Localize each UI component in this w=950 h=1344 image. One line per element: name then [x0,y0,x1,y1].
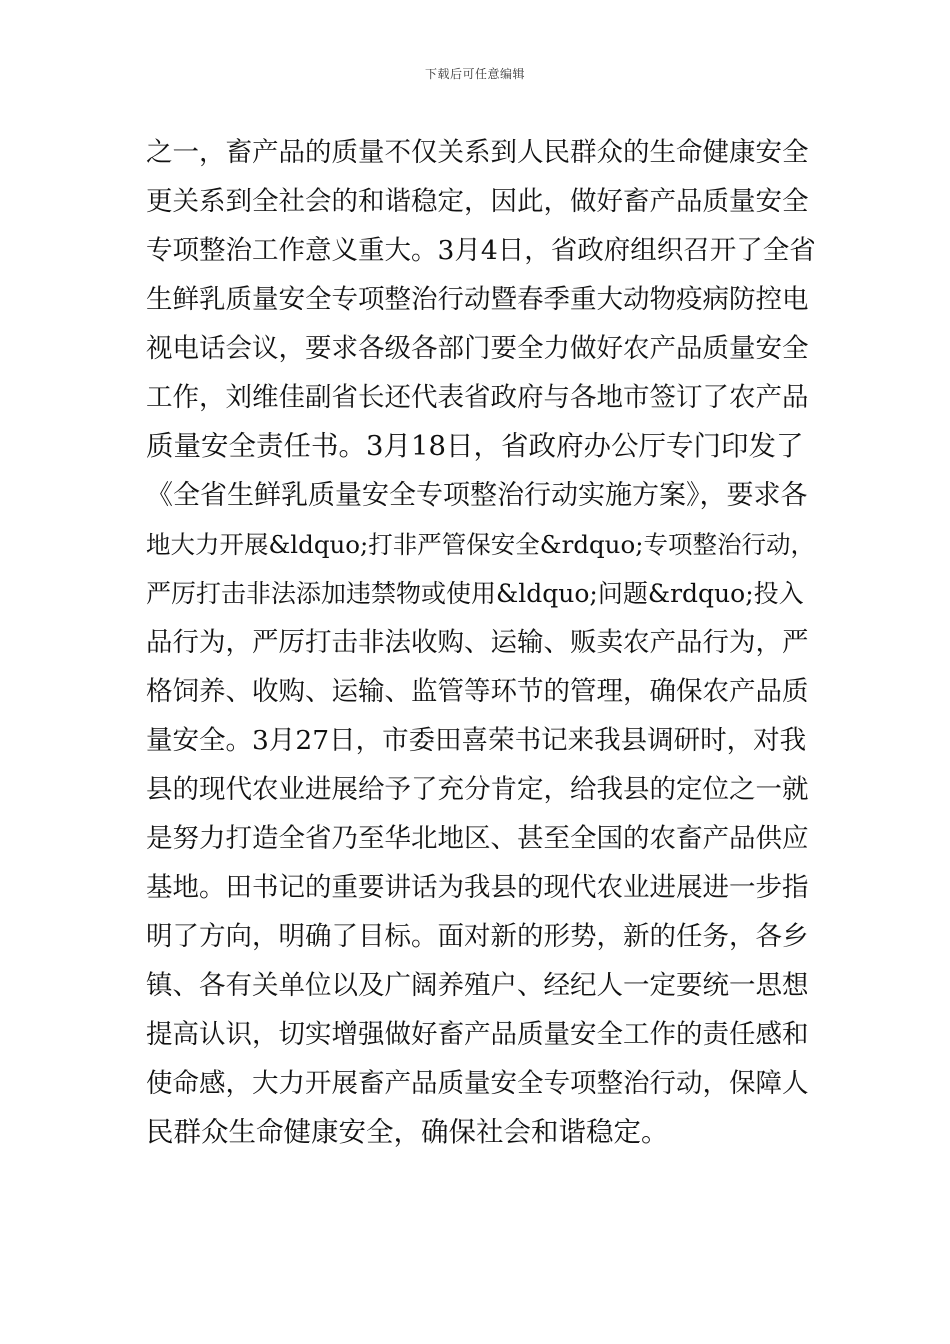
text-line: 视电话会议，要求各级各部门要全力做好农产品质量安全 [146,333,809,364]
page-header: 下载后可任意编辑 [424,67,525,81]
text-line: 镇、各有关单位以及广阔养殖户、经纪人一定要统一思想 [146,970,809,1001]
text-line: 生鲜乳质量安全专项整治行动暨春季重大动物疫病防控电 [146,284,809,315]
text-line: 量安全。3月27日，市委田喜荣书记来我县调研时，对我 [146,725,807,756]
text-line: 地大力开展&ldquo;打非严管保安全&rdquo;专项整治行动， [146,530,815,559]
text-line: 《全省生鲜乳质量安全专项整治行动实施方案》，要求各 [146,480,808,511]
text-line: 工作，刘维佳副省长还代表省政府与各地市签订了农产品 [146,382,809,413]
text-line: 专项整治工作意义重大。3月4日，省政府组织召开了全省 [146,235,816,266]
body-paragraph [146,128,816,1157]
text-line: 民群众生命健康安全，确保社会和谐稳定。 [146,1116,669,1148]
text-line: 严厉打击非法添加违禁物或使用&ldquo;问题&rdquo;投入 [146,579,804,608]
text-line: 使命感，大力开展畜产品质量安全专项整治行动，保障人 [146,1068,809,1099]
text-line: 之一，畜产品的质量不仅关系到人民群众的生命健康安全 [146,137,809,168]
text-line: 格饲养、收购、运输、监管等环节的管理，确保农产品质 [146,676,809,707]
text-line: 明了方向，明确了目标。面对新的形势，新的任务，各乡 [146,921,809,952]
text-line: 县的现代农业进展给予了充分肯定，给我县的定位之一就 [146,774,809,805]
text-line: 提高认识，切实增强做好畜产品质量安全工作的责任感和 [146,1019,809,1050]
text-line: 更关系到全社会的和谐稳定，因此，做好畜产品质量安全 [146,186,809,217]
text-line: 是努力打造全省乃至华北地区、甚至全国的农畜产品供应 [146,823,809,854]
text-line: 品行为，严厉打击非法收购、运输、贩卖农产品行为，严 [146,627,809,658]
text-line: 基地。田书记的重要讲话为我县的现代农业进展进一步指 [146,872,809,903]
text-line: 质量安全责任书。3月18日，省政府办公厅专门印发了 [146,430,804,462]
